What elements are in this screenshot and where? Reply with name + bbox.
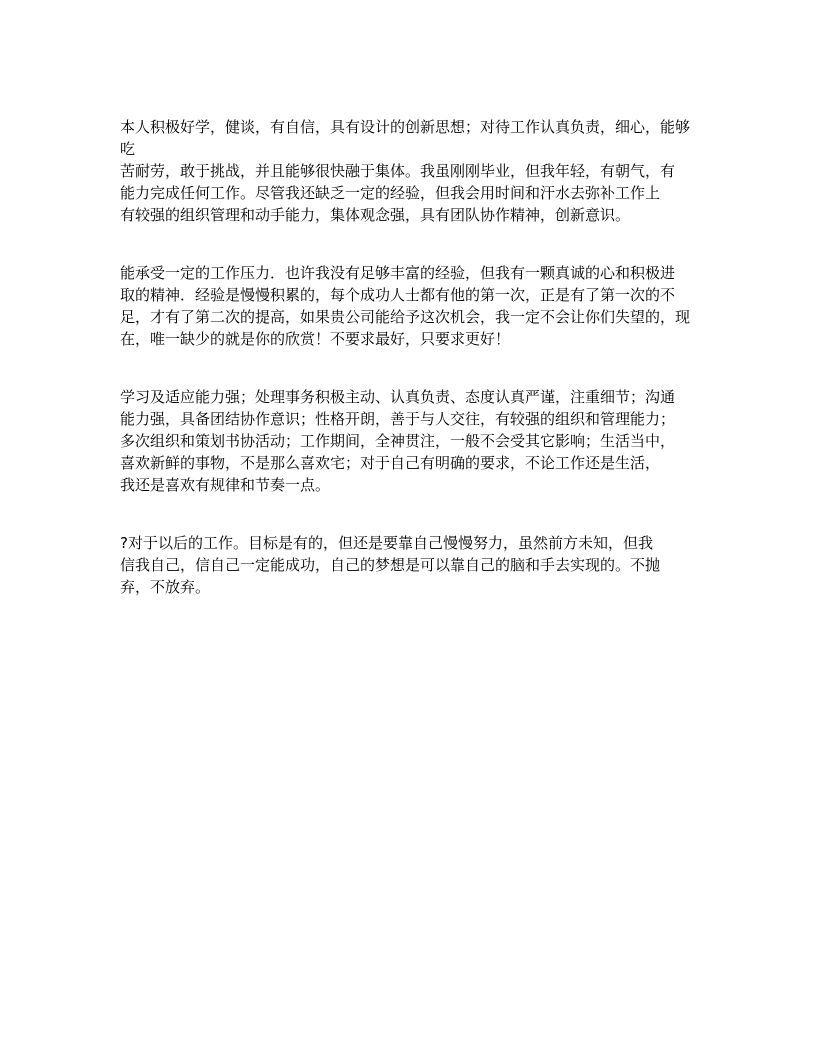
document-body xyxy=(120,116,700,598)
paragraph-abilities: 学习及适应能力强；处理事务积极主动、认真负责、态度认真严谨，注重细节；沟通 能力强，具备团结协作意识；性格开朗，善于与人交往，有较强的组织和管理能力； 多次组织和策划书协活动；工作期间，全神贯注，一般不会受其它影响；生活当中， 喜欢新鲜的事物，不是那么喜欢宅；对于自己有明确的要求，不论工作还是生活， 我还是喜欢有规律和节奏一点。 xyxy=(120,388,676,494)
paragraph-self-introduction: 本人积极好学，健谈，有自信，具有设计的创新思想；对待工作认真负责，细心，能够吃 苦耐劳，敢于挑战，并且能够很快融于集体。我虽刚刚毕业，但我年轻，有朝气，有 能力完成任何工作。尽管我还缺乏一定的经验，但我会用时间和汗水去弥补工作上 有较强的组织管理和动手能力，集体观念强，具有团队协作精神，创新意识。 xyxy=(120,118,691,224)
paragraph-work-pressure: 能承受一定的工作压力．也许我没有足够丰富的经验，但我有一颗真诚的心和积极进 取的精神．经验是慢慢积累的，每个成功人士都有他的第一次，正是有了第一次的不 足，才有了第二次的提高，如果贵公司能给予这次机会，我一定不会让你们失望的，现 在，唯一缺少的就是你的欣赏！不要求最好，只要求更好！ xyxy=(120,264,691,348)
paragraph-future-goals: ?对于以后的工作。目标是有的，但还是要靠自己慢慢努力，虽然前方未知，但我 信我自己，信自己一定能成功，自己的梦想是可以靠自己的脑和手去实现的。不抛 弃，不放弃。 xyxy=(120,534,661,596)
